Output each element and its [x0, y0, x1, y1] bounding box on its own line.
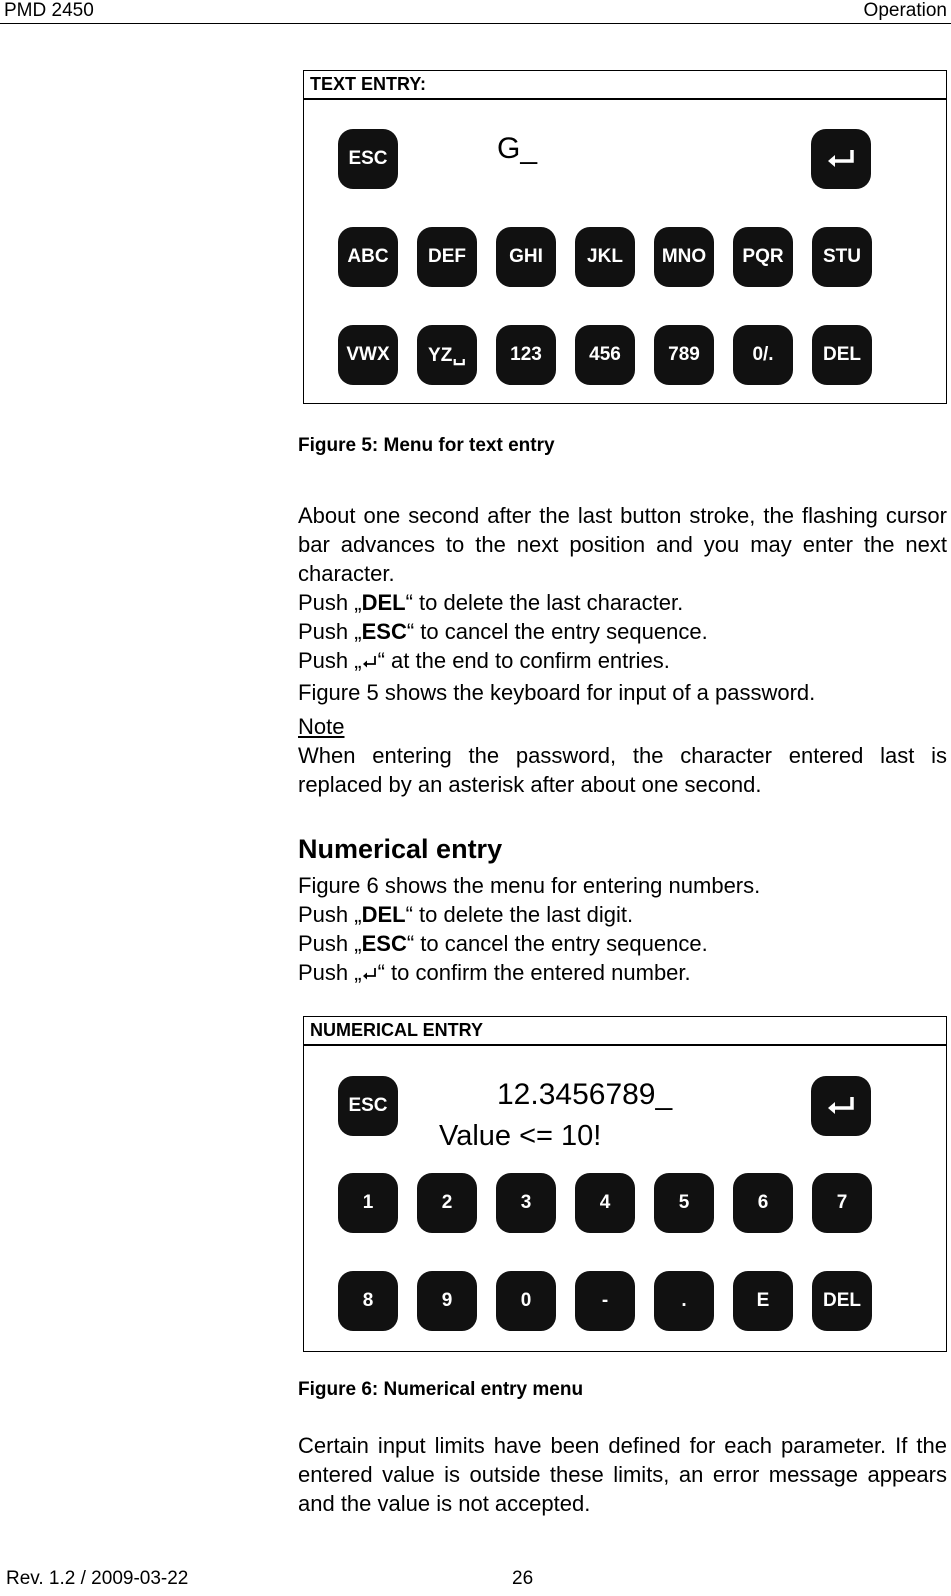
key-button[interactable]: DEL [812, 325, 872, 385]
key-button[interactable]: - [575, 1271, 635, 1331]
push-del-line: Push „DEL“ to delete the last character. [298, 590, 684, 615]
numerical-entry-panel [303, 1016, 947, 1352]
esc-button[interactable]: ESC [338, 129, 398, 189]
key-button[interactable]: DEL [812, 1271, 872, 1331]
key-button[interactable]: PQR [733, 227, 793, 287]
key-button[interactable]: E [733, 1271, 793, 1331]
key-button[interactable]: 8 [338, 1271, 398, 1331]
text-block-2 [298, 871, 947, 987]
revision-info: Rev. 1.2 / 2009-03-22 [6, 1568, 189, 1589]
text-block-1 [298, 501, 947, 799]
key-button[interactable]: ABC [338, 227, 398, 287]
return-arrow-icon [826, 148, 856, 170]
key-button[interactable]: 5 [654, 1173, 714, 1233]
key-button[interactable]: VWX [338, 325, 398, 385]
key-button[interactable]: 0 [496, 1271, 556, 1331]
key-button[interactable]: DEF [417, 227, 477, 287]
key-button[interactable]: . [654, 1271, 714, 1331]
key-button[interactable]: 789 [654, 325, 714, 385]
key-button[interactable]: 123 [496, 325, 556, 385]
page-number: 26 [512, 1568, 534, 1589]
return-arrow-icon [826, 1095, 856, 1117]
key-button[interactable]: 456 [575, 325, 635, 385]
return-arrow-icon [362, 967, 378, 981]
esc-button[interactable]: ESC [338, 1076, 398, 1136]
key-button[interactable]: STU [812, 227, 872, 287]
key-button[interactable]: 1 [338, 1173, 398, 1233]
numerical-entry-title: NUMERICAL ENTRY [304, 1017, 946, 1046]
key-button[interactable]: 7 [812, 1173, 872, 1233]
key-button[interactable]: YZ␣ [417, 325, 477, 385]
section-title: Operation [863, 0, 947, 21]
numbers-intro: Figure 6 shows the menu for entering numbers. [298, 873, 761, 898]
num-push-esc-line: Push „ESC“ to cancel the entry sequence. [298, 931, 708, 956]
text-entry-panel [303, 70, 947, 404]
error-message: Value <= 10! [439, 1120, 602, 1152]
num-push-del-line: Push „DEL“ to delete the last digit. [298, 902, 634, 927]
push-esc-line: Push „ESC“ to cancel the entry sequence. [298, 619, 708, 644]
push-enter-line: Push „ “ at the end to confirm entries. [298, 648, 670, 673]
key-button[interactable]: JKL [575, 227, 635, 287]
numerical-entry-heading: Numerical entry [298, 834, 503, 864]
key-button[interactable]: 2 [417, 1173, 477, 1233]
input-limits-paragraph: Certain input limits have been defined for each parameter. If the entered value is outside these limits, an error message appears and the value is not accepted. [298, 1433, 947, 1516]
key-button[interactable]: 9 [417, 1271, 477, 1331]
cursor-paragraph: About one second after the last button stroke, the flashing cursor bar advances to the next position and you may enter the next character. [298, 503, 947, 586]
key-button[interactable]: GHI [496, 227, 556, 287]
note-text: When entering the password, the character entered last is replaced by an asterisk after about one second. [298, 743, 947, 797]
password-paragraph: Figure 5 shows the keyboard for input of a password. [298, 680, 816, 705]
key-button[interactable]: 0/. [733, 325, 793, 385]
page-header [0, 0, 951, 24]
key-button[interactable]: 3 [496, 1173, 556, 1233]
note-label: Note [298, 714, 345, 739]
enter-button[interactable] [811, 1076, 871, 1136]
text-entry-display: G_ [497, 132, 538, 165]
key-button[interactable]: 4 [575, 1173, 635, 1233]
document-title: PMD 2450 [4, 0, 94, 21]
return-arrow-icon [362, 655, 378, 669]
num-push-enter-line: Push „ “ to confirm the entered number. [298, 960, 691, 985]
enter-button[interactable] [811, 129, 871, 189]
figure5-caption: Figure 5: Menu for text entry [298, 435, 555, 456]
numerical-entry-display: 12.3456789_ [497, 1078, 673, 1111]
key-button[interactable]: 6 [733, 1173, 793, 1233]
text-entry-title: TEXT ENTRY: [304, 71, 946, 100]
key-button[interactable]: MNO [654, 227, 714, 287]
figure6-caption: Figure 6: Numerical entry menu [298, 1379, 584, 1400]
